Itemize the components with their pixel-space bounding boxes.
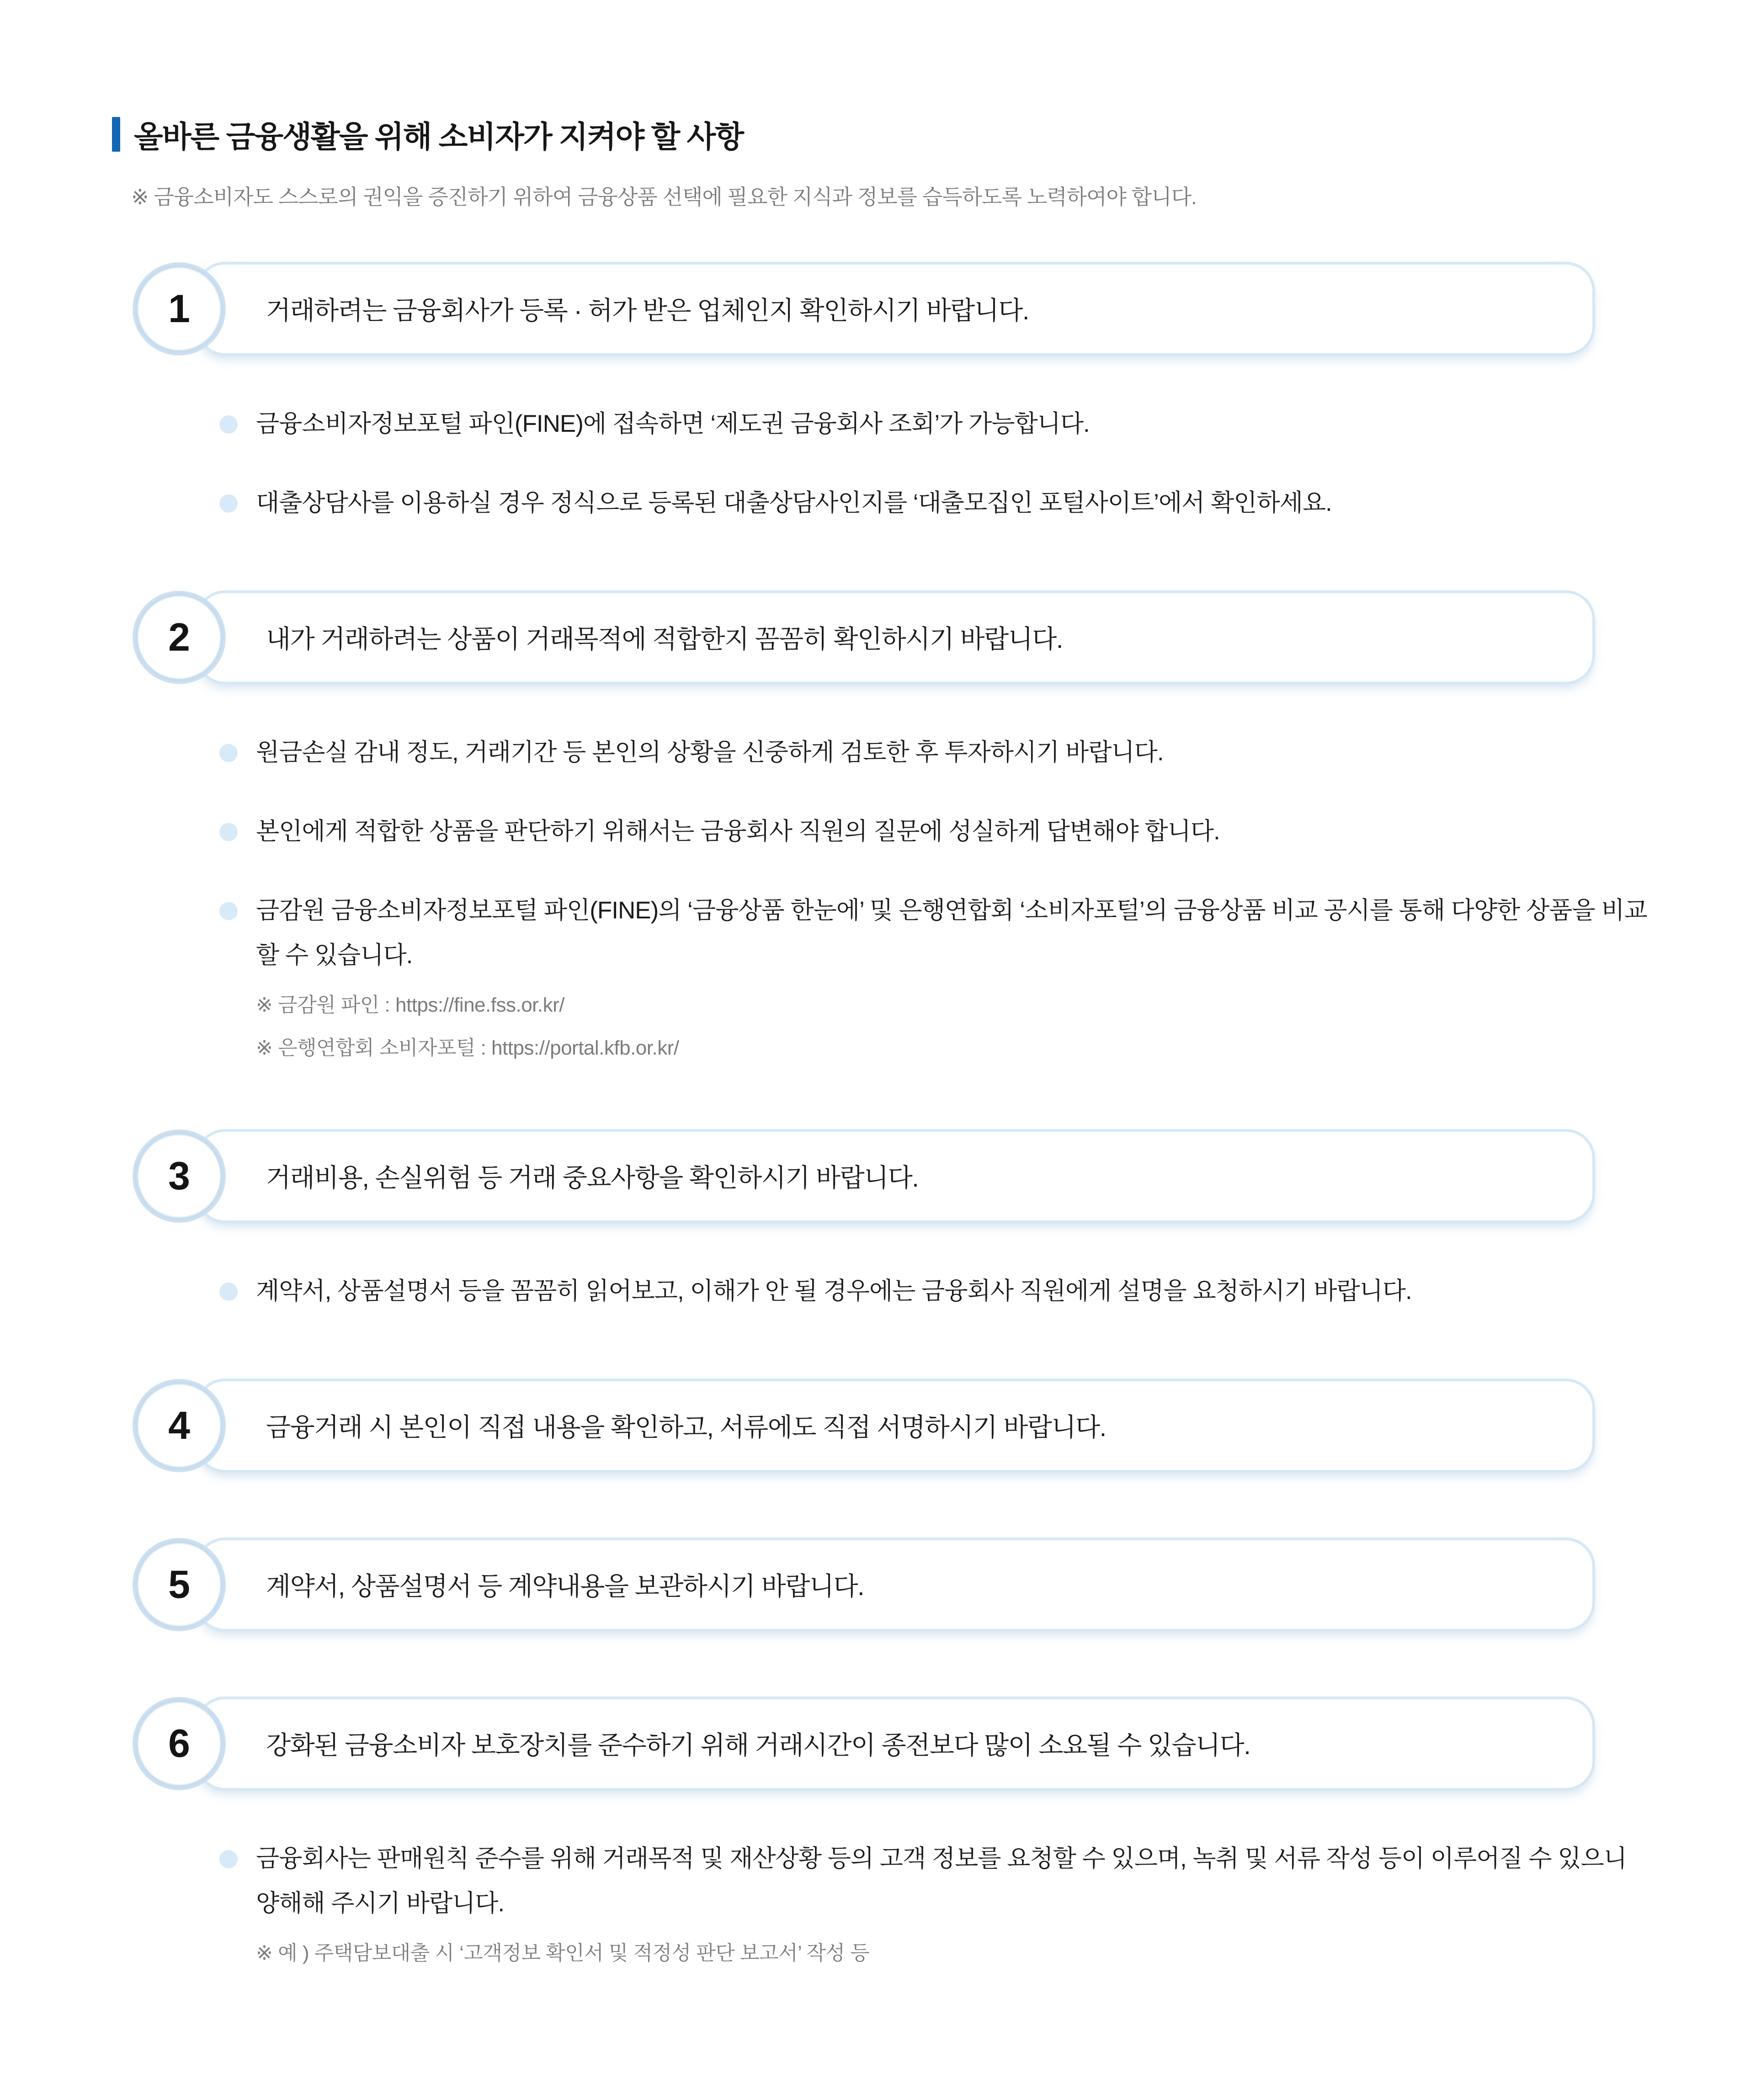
bullet-text: 금감원 금융소비자정보포털 파인(FINE)의 ‘금융상품 한눈에’ 및 은행연합회 ‘소비자포털’의 금융상품 비교 공시를 통해 다양한 상품을 비교할 수 있습니다. — [256, 897, 1647, 969]
bullet-dot-icon — [219, 1283, 238, 1301]
document-header — [112, 112, 1654, 211]
bullet-item — [219, 402, 1654, 446]
guideline-section-5 — [112, 1538, 1654, 1632]
section-head-row — [133, 590, 1595, 684]
heading-pill — [196, 262, 1595, 356]
section-head-row — [133, 1697, 1595, 1791]
bullet-text: 금융소비자정보포털 파인(FINE)에 접속하면 ‘제도권 금융회사 조회’가 가능합니다. — [256, 410, 1090, 437]
item-number: 5 — [168, 1562, 190, 1607]
heading-pill — [196, 1129, 1595, 1223]
bullet-item — [219, 1836, 1654, 1969]
bullet-item — [219, 481, 1654, 525]
guideline-section-2 — [112, 590, 1654, 1064]
bullet-body — [256, 1269, 1654, 1314]
title-accent-bar-icon — [112, 117, 120, 152]
number-badge — [133, 1379, 226, 1472]
bullet-list — [112, 730, 1654, 1064]
section-heading: 강화된 금융소비자 보호장치를 준수하기 위해 거래시간이 종전보다 많이 소요될 수 있습니다. — [266, 1730, 1250, 1760]
guideline-section-6 — [112, 1697, 1654, 1969]
page-subtitle: ※ 금융소비자도 스스로의 권익을 증진하기 위하여 금융상품 선택에 필요한 지식과 정보를 습득하도록 노력하여야 합니다. — [131, 185, 1197, 209]
section-heading: 금융거래 시 본인이 직접 내용을 확인하고, 서류에도 직접 서명하시기 바랍니다. — [266, 1412, 1106, 1442]
item-number: 4 — [168, 1403, 190, 1448]
section-head-row — [133, 262, 1595, 356]
bullet-item — [219, 1269, 1654, 1314]
page-title: 올바른 금융생활을 위해 소비자가 지켜야 할 사항 — [134, 120, 744, 154]
bullet-body — [256, 809, 1654, 854]
number-badge — [133, 1538, 226, 1631]
reference-note: ※ 예 ) 주택담보대출 시 ‘고객정보 확인서 및 적정성 판단 보고서’ 작성 등 — [256, 1941, 870, 1964]
bullet-item — [219, 888, 1654, 1064]
bullet-dot-icon — [219, 494, 238, 513]
number-badge — [133, 591, 226, 684]
bullet-text: 금융회사는 판매원칙 준수를 위해 거래목적 및 재산상황 등의 고객 정보를 요청할 수 있으며, 녹취 및 서류 작성 등이 이루어질 수 있으니 양해해 주시기 바랍니다. — [256, 1845, 1627, 1917]
bullet-list — [112, 402, 1654, 525]
bullet-text: 본인에게 적합한 상품을 판단하기 위해서는 금융회사 직원의 질문에 성실하게 답변해야 합니다. — [256, 818, 1220, 845]
bullet-dot-icon — [219, 1850, 238, 1868]
bullet-dot-icon — [219, 744, 238, 762]
section-head-row — [133, 1129, 1595, 1223]
bullet-list — [112, 1269, 1654, 1314]
item-number: 3 — [168, 1154, 190, 1198]
section-heading: 계약서, 상품설명서 등 계약내용을 보관하시기 바랍니다. — [266, 1571, 864, 1601]
number-badge — [133, 262, 226, 355]
section-heading: 거래하려는 금융회사가 등록 · 허가 받은 업체인지 확인하시기 바랍니다. — [266, 296, 1029, 325]
bullet-body — [256, 481, 1654, 525]
bullet-dot-icon — [219, 823, 238, 841]
bullet-text: 원금손실 감내 정도, 거래기간 등 본인의 상황을 신중하게 검토한 후 투자하시기 바랍니다. — [256, 739, 1164, 766]
section-head-row — [133, 1538, 1595, 1632]
guideline-section-1 — [112, 262, 1654, 525]
note-list — [256, 1938, 1654, 1969]
guideline-sections — [112, 262, 1654, 1969]
note-list — [256, 990, 1654, 1064]
reference-note: ※ 은행연합회 소비자포털 : https://portal.kfb.or.kr/ — [256, 1037, 679, 1060]
section-head-row — [133, 1379, 1595, 1473]
bullet-item — [219, 730, 1654, 775]
bullet-body — [256, 888, 1654, 1064]
bullet-body — [256, 730, 1654, 775]
bullet-body — [256, 1836, 1654, 1969]
guideline-section-3 — [112, 1129, 1654, 1314]
bullet-list — [112, 1836, 1654, 1969]
number-badge — [133, 1130, 226, 1223]
item-number: 1 — [168, 287, 190, 331]
heading-pill — [196, 590, 1595, 684]
title-row — [112, 112, 1654, 156]
bullet-dot-icon — [219, 902, 238, 920]
bullet-dot-icon — [219, 415, 238, 434]
bullet-text: 대출상담사를 이용하실 경우 정식으로 등록된 대출상담사인지를 ‘대출모집인 포털사이트’에서 확인하세요. — [256, 489, 1332, 517]
section-heading: 내가 거래하려는 상품이 거래목적에 적합한지 꼼꼼히 확인하시기 바랍니다. — [266, 625, 1063, 654]
heading-pill — [196, 1697, 1595, 1791]
heading-pill — [196, 1538, 1595, 1632]
item-number: 2 — [168, 615, 190, 660]
bullet-item — [219, 809, 1654, 854]
bullet-text: 계약서, 상품설명서 등을 꼼꼼히 읽어보고, 이해가 안 될 경우에는 금융회사 직원에게 설명을 요청하시기 바랍니다. — [256, 1277, 1412, 1305]
bullet-body — [256, 402, 1654, 446]
heading-pill — [196, 1379, 1595, 1473]
number-badge — [133, 1697, 226, 1790]
item-number: 6 — [168, 1721, 190, 1766]
guideline-section-4 — [112, 1379, 1654, 1473]
section-heading: 거래비용, 손실위험 등 거래 중요사항을 확인하시기 바랍니다. — [266, 1163, 919, 1192]
reference-note: ※ 금감원 파인 : https://fine.fss.or.kr/ — [256, 994, 564, 1017]
